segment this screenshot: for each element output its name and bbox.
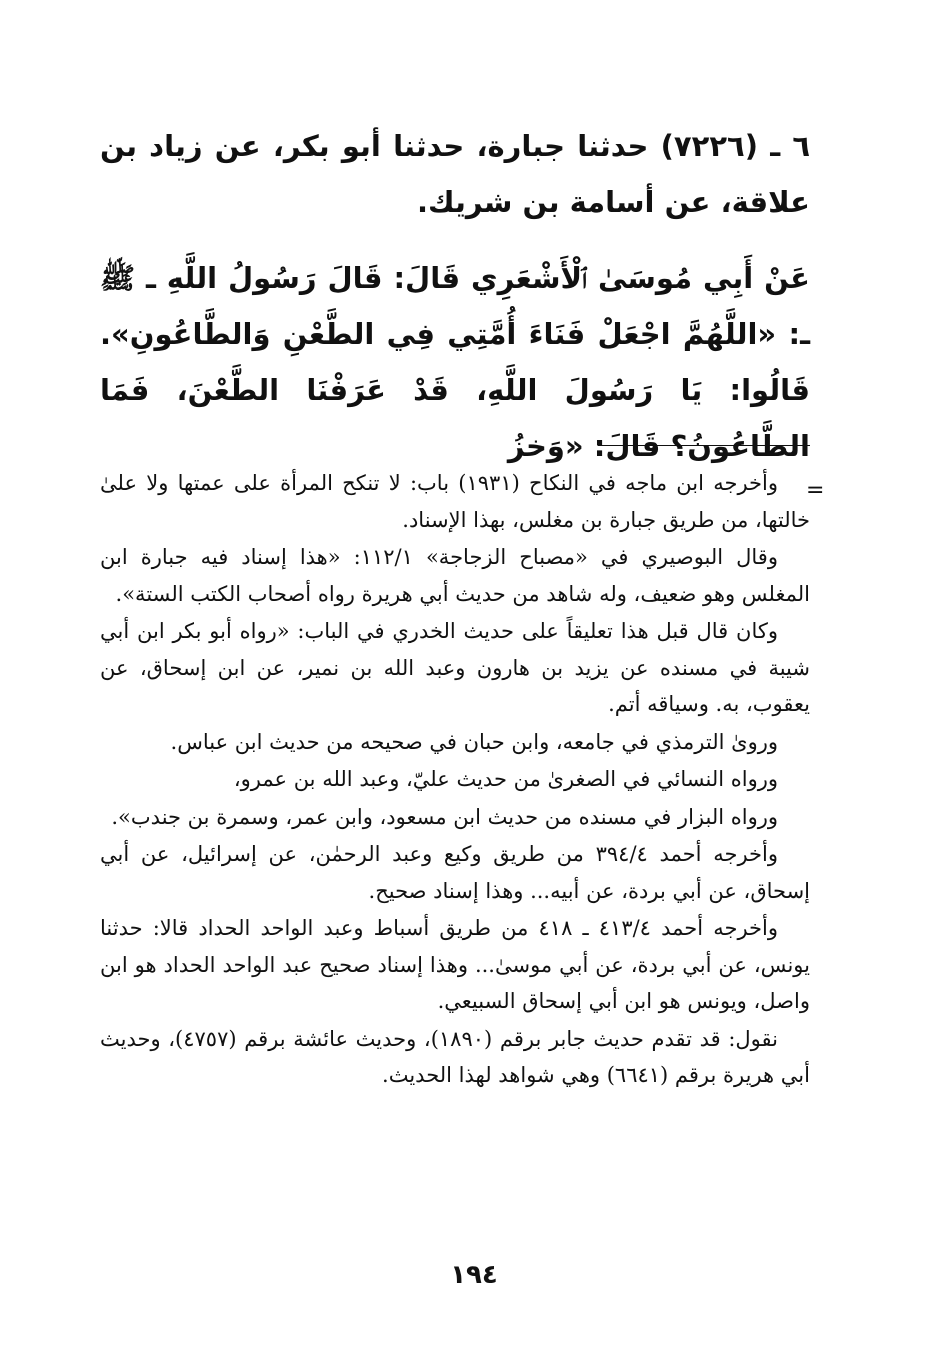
footnote-paragraph: وأخرجه ابن ماجه في النكاح (١٩٣١) باب: لا تنكح المرأة على عمتها ولا علىٰ خالتها، من طريق جبارة بن مغلس، بهذا الإسناد.: [100, 471, 810, 532]
footnote-continuation-mark: =: [806, 478, 825, 503]
footnote-paragraph: وكان قال قبل هذا تعليقاً على حديث الخدري في الباب: «رواه أبو بكر ابن أبي شيبة في مسنده عن يزيد بن هارون وعبد الله بن نمير، عن ابن إسحاق، عن يعقوب، به. وسياقه أتم.: [100, 619, 810, 716]
footnote-paragraph: ورواه النسائي في الصغرىٰ من حديث عليّ، وعبد الله بن عمرو،: [233, 767, 778, 791]
footnote-paragraph: وأخرجه أحمد ٤١٣/٤ ـ ٤١٨ من طريق أسباط وعبد الواحد الحداد قالا: حدثنا يونس، عن أبي بردة، عن أبي موسىٰ... وهذا إسناد صحيح عبد الواحد الحداد هو ابن واصل، ويونس هو ابن أبي إسحاق السبيعي.: [100, 916, 810, 1013]
footnote-paragraph: وأخرجه أحمد ٣٩٤/٤ من طريق وكيع وعبد الرحمٰن، عن إسرائيل، عن أبي إسحاق، عن أبي بردة، عن أبيه... وهذا إسناد صحيح.: [100, 842, 810, 903]
footnote-paragraph: نقول: قد تقدم حديث جابر برقم (١٨٩٠)، وحديث عائشة برقم (٤٧٥٧)، وحديث أبي هريرة برقم (٦٦٤١) وهي شواهد لهذا الحديث.: [100, 1026, 810, 1087]
hadith-paragraph: [100, 250, 810, 474]
footnotes: [100, 465, 810, 1095]
page-number: ١٩٤: [450, 1260, 498, 1290]
main-text: [100, 118, 810, 474]
footnote-paragraph: وقال البوصيري في «مصباح الزجاجة» ١١٢/١: «هذا إسناد فيه جبارة ابن المغلس وهو ضعيف، وله شاهد من حديث أبي هريرة رواه أصحاب الكتب الستة».: [100, 545, 810, 606]
isnad-paragraph: ٦ ـ (٧٢٢٦) حدثنا جبارة، حدثنا أبو بكر، عن زياد بن علاقة، عن أسامة بن شريك.: [100, 129, 811, 219]
footnote-paragraph: ورویٰ الترمذي في جامعه، وابن حبان في صحيحه من حديث ابن عباس.: [170, 729, 778, 754]
hadith-text: «اللَّهُمَّ اجْعَلْ فَنَاءَ أُمَّتِي فِي الطَّعْنِ وَالطَّاعُونِ». قَالُوا: يَا رَسُولَ اللَّهِ، قَدْ عَرَفْنَا الطَّعْنَ، فَمَا الطَّاعُونُ؟ قَالَ: «وَخزُ: [100, 317, 810, 463]
hadith-intro: عَنْ أَبِي مُوسَىٰ ٱلْأَشْعَرِي قَالَ: قَالَ رَسُولُ اللَّهِ ـ ﷺ ـ:: [100, 261, 810, 351]
footnote-paragraph: ورواه البزار في مسنده من حديث ابن مسعود، وابن عمر، وسمرة بن جندب».: [111, 804, 778, 829]
footnote-separator: [598, 445, 810, 446]
